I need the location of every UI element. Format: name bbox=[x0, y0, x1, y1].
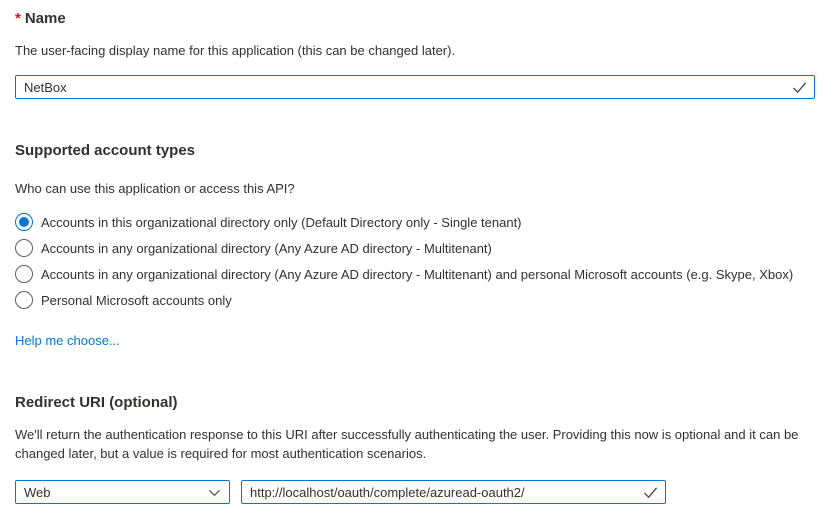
platform-select-dropdown[interactable] bbox=[15, 480, 230, 504]
radio-unselected-icon[interactable] bbox=[15, 265, 33, 283]
radio-unselected-icon[interactable] bbox=[15, 239, 33, 257]
help-me-choose-link[interactable]: Help me choose... bbox=[15, 333, 120, 348]
radio-selected-icon[interactable] bbox=[15, 213, 33, 231]
radio-multitenant[interactable] bbox=[15, 235, 815, 261]
radio-unselected-icon[interactable] bbox=[15, 291, 33, 309]
radio-single-tenant[interactable] bbox=[15, 209, 815, 235]
redirect-uri-input-field[interactable] bbox=[241, 480, 666, 504]
radio-multitenant-personal[interactable] bbox=[15, 261, 815, 287]
account-types-radio-group bbox=[15, 209, 815, 313]
redirect-uri-description: We'll return the authentication response to this URI after successfully authenticating the user. Providing this now is optional and it can be changed later, but a value is required for most authentication scenarios. bbox=[15, 427, 799, 461]
radio-label: Accounts in any organizational directory (Any Azure AD directory - Multitenant) and personal Microsoft accounts (e.g. Skype, Xbox) bbox=[41, 266, 794, 282]
name-section-title bbox=[15, 10, 815, 27]
radio-label: Accounts in this organizational directory only (Default Directory only - Single tenant) bbox=[41, 214, 522, 230]
account-types-question: Who can use this application or access this API? bbox=[15, 181, 295, 196]
platform-selected-value: Web bbox=[24, 484, 51, 500]
redirect-uri-controls bbox=[15, 480, 815, 504]
radio-personal-only[interactable] bbox=[15, 287, 815, 313]
name-input-field[interactable] bbox=[15, 75, 815, 99]
required-asterisk: * bbox=[15, 10, 21, 27]
account-types-title: Supported account types bbox=[15, 142, 196, 159]
radio-label: Personal Microsoft accounts only bbox=[41, 292, 232, 308]
redirect-uri-title: Redirect URI (optional) bbox=[15, 394, 178, 411]
name-input[interactable] bbox=[16, 76, 814, 98]
radio-label: Accounts in any organizational directory (Any Azure AD directory - Multitenant) bbox=[41, 240, 492, 256]
redirect-uri-input[interactable] bbox=[242, 481, 665, 503]
name-description: The user-facing display name for this application (this can be changed later). bbox=[15, 43, 456, 58]
name-title-text: Name bbox=[24, 10, 66, 27]
